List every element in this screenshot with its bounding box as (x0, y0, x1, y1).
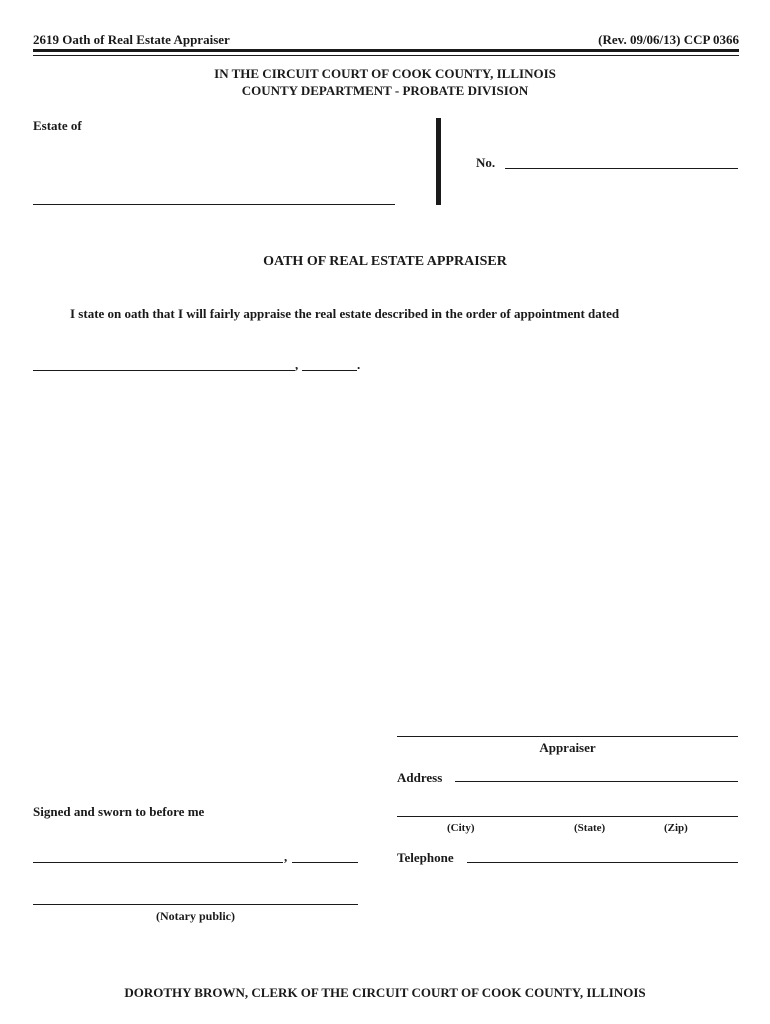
notary-label: (Notary public) (156, 909, 235, 923)
clerk-footer: DOROTHY BROWN, CLERK OF THE CIRCUIT COURT OF COOK COUNTY, ILLINOIS (124, 985, 646, 1000)
date-period: . (357, 357, 361, 372)
court-division: COUNTY DEPARTMENT - PROBATE DIVISION (241, 83, 529, 98)
zip-label: (Zip) (664, 822, 688, 834)
sworn-date-field[interactable] (33, 846, 283, 863)
appointment-year-field[interactable] (302, 354, 357, 371)
telephone-field[interactable] (467, 846, 738, 863)
caption-divider (436, 118, 441, 205)
estate-name-field[interactable] (33, 186, 395, 205)
address-label: Address (397, 770, 443, 785)
header-rule-thick (33, 49, 739, 52)
revision-code: (Rev. 09/06/13) CCP 0366 (598, 32, 739, 47)
date-comma: , (295, 357, 299, 372)
telephone-label: Telephone (397, 850, 454, 865)
appraiser-signature-line[interactable] (397, 718, 738, 737)
notary-signature-line[interactable] (33, 888, 358, 905)
case-no-label: No. (476, 155, 496, 170)
sworn-label: Signed and sworn to before me (33, 804, 205, 819)
estate-of-label: Estate of (33, 118, 82, 133)
city-label: (City) (447, 822, 475, 834)
address-field[interactable] (455, 765, 738, 782)
form-title: 2619 Oath of Real Estate Appraiser (33, 32, 230, 47)
appointment-date-field[interactable] (33, 354, 295, 371)
oath-statement: I state on oath that I will fairly appraise the real estate described in the order of appointment dated (70, 306, 620, 321)
court-name: IN THE CIRCUIT COURT OF COOK COUNTY, ILLINOIS (214, 66, 556, 81)
document-title: OATH OF REAL ESTATE APPRAISER (263, 254, 507, 269)
sworn-date-comma: , (284, 849, 288, 864)
city-state-zip-field[interactable] (397, 802, 738, 817)
state-label: (State) (574, 822, 606, 834)
appraiser-label: Appraiser (539, 740, 596, 755)
header-rule-thin (33, 55, 739, 56)
sworn-year-field[interactable] (292, 846, 358, 863)
case-no-field[interactable] (505, 150, 738, 169)
